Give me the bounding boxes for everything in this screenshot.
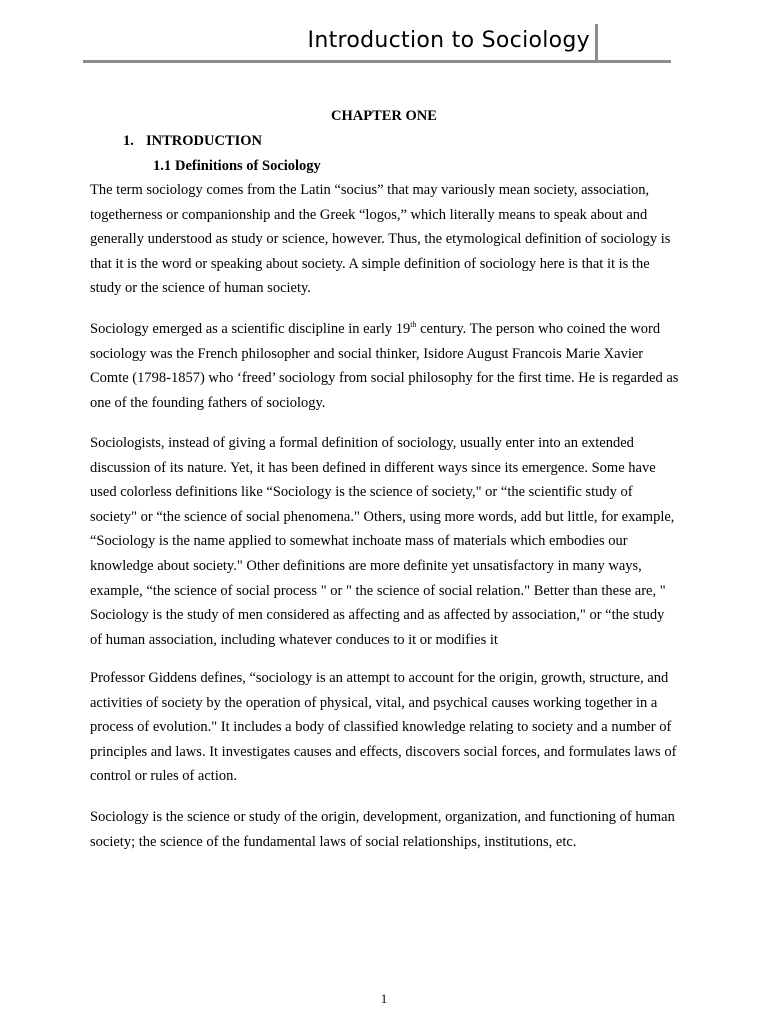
subsection-title: Definitions of Sociology [175, 158, 321, 174]
paragraph-definitions: Sociologists, instead of giving a formal definition of sociology, usually enter into an extended discussion of its nature. Yet, it has been defined in different ways since its emergence. Some have used colorless definitions like “Sociology is the science of society," or “the scientific study of society" or “the science of social phenomena." Others, using more words, add but little, for example, “Sociology is the name applied to somewhat inchoate mass of materials which embodies our knowledge about society." Other definitions are more definite yet unsatisfactory in many ways, example, “the science of social process " or " the science of social relation." Better than these are, " Sociology is the study of men considered as affecting and as affected by association," or “the study of human association, including whatever conduces to it or modifies it [90, 435, 675, 648]
paragraph-giddens: Professor Giddens defines, “sociology is an attempt to account for the origin, growth, structure, and activities of society by the operation of physical, vital, and psychical causes working together in a process of evolution." It includes a body of classified knowledge relating to society and a number of principles and laws. It investigates causes and effects, discovers social forces, and formulates laws of control or rules of action. [90, 670, 677, 785]
page-number: 1 [380, 991, 388, 1006]
paragraph-emergence-text-start: Sociology emerged as a scientific discipline in early 19 [90, 321, 411, 337]
paragraph-summary: Sociology is the science or study of the origin, development, organization, and functioning of human society; the science of the fundamental laws of social relationships, institutions, etc. [90, 809, 675, 850]
ordinal-superscript: th [410, 320, 417, 330]
paragraph-emergence [90, 317, 680, 415]
subsection-number: 1.1 [153, 158, 172, 174]
subsection-heading [153, 157, 321, 175]
paragraph-etymology: The term sociology comes from the Latin “socius” that may variously mean society, association, togetherness or companionship and the Greek “logos,” which literally means to speak about and generally understood as study or science, however. Thus, the etymological definition of sociology is that it is the word or speaking about society. A simple definition of sociology here is that it is the study or the science of human society. [90, 182, 671, 297]
section-title: INTRODUCTION [146, 133, 263, 149]
section-number: 1. [123, 133, 134, 149]
header-vertical-divider [595, 24, 598, 61]
header-rule [83, 60, 671, 63]
section-heading [123, 132, 262, 150]
chapter-title: CHAPTER ONE [331, 108, 437, 124]
header-title: Introduction to Sociology [307, 28, 590, 53]
paragraph-emergence-text-end: century. The person who coined the word sociology was the French philosopher and social thinker, Isidore August Francois Marie Xavier Comte (1798-1857) who ‘freed’ sociology from social philosophy for the first time. He is regarded as one of the founding fathers of sociology. [90, 321, 679, 411]
